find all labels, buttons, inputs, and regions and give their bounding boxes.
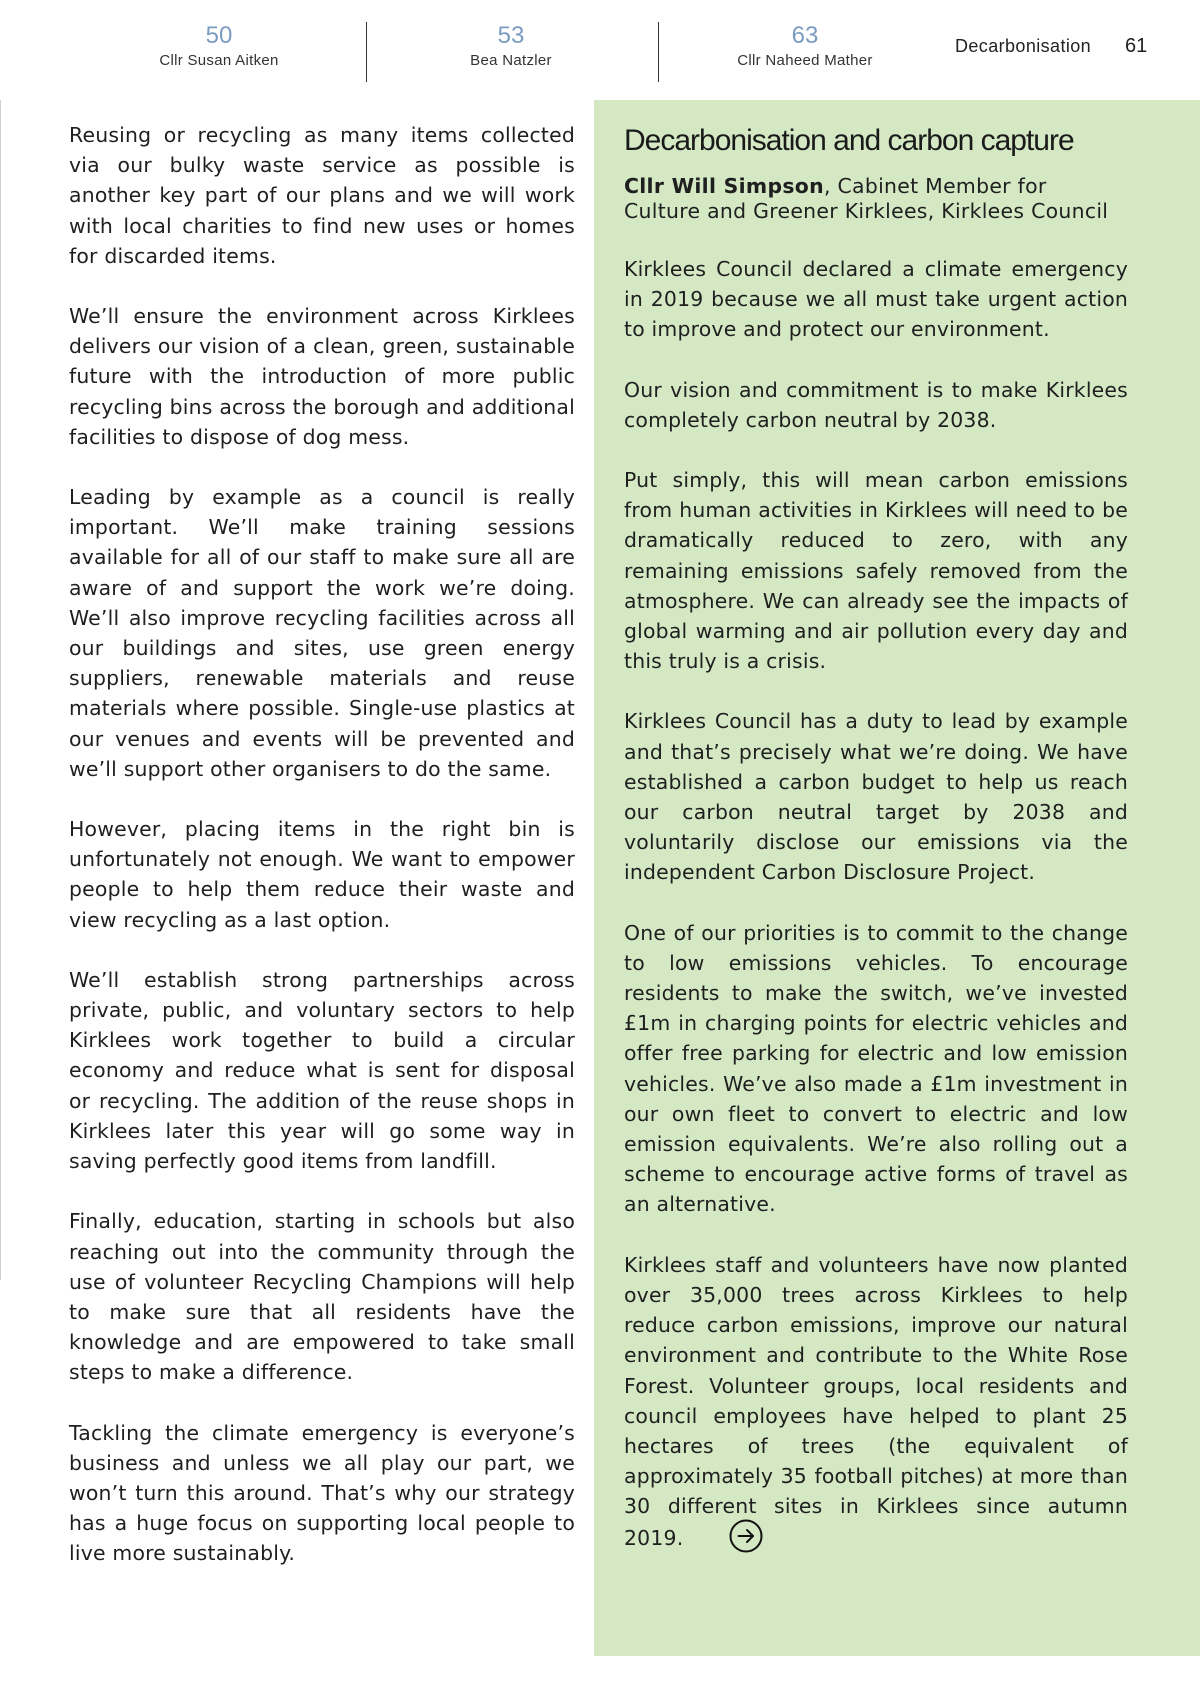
- panel-paragraph: Kirklees Council has a duty to lead by example and that’s precisely what we’re doing. We have established a carbon budget to help us reach our carbon neutral target by 2038 and voluntarily disclose our emissions via the independent Carbon Disclosure Project.: [624, 709, 1128, 885]
- author-name: Cllr Will Simpson: [624, 174, 824, 198]
- nav-person-name: Cllr Naheed Mather: [737, 52, 873, 69]
- nav-divider: [366, 22, 367, 82]
- body-paragraph: Leading by example as a council is really important. We’ll make training sessions available for all of our staff to make sure all are aware of and support the work we’re doing. We’ll also improve recycling facilities across all our buildings and sites, use green energy suppliers, renewable materials and reuse materials where possible. Single-use plastics at our venues and events will be prevented and we’ll support other organisers to do the same.: [69, 485, 575, 781]
- panel-content: [624, 120, 1128, 1586]
- left-column: [69, 120, 575, 1599]
- nav-link-bea-natzler[interactable]: [371, 22, 651, 69]
- page-number: 61: [1125, 35, 1148, 57]
- body-paragraph: We’ll ensure the environment across Kirklees delivers our vision of a clean, green, sustainable future with the introduction of more public recycling bins across the borough and additional facilities to dispose of dog mess.: [69, 304, 575, 449]
- body-paragraph: Tackling the climate emergency is everyone’s business and unless we all play our part, we won’t turn this around. That’s why our strategy has a huge focus on supporting local people to live more sustainably.: [69, 1420, 575, 1566]
- panel-title: Decarbonisation and carbon capture: [624, 124, 1074, 157]
- arrow-right-circle-icon[interactable]: [729, 1519, 763, 1553]
- author-role: , Cabinet Member for Culture and Greener Kirklees, Kirklees Council: [624, 174, 1109, 223]
- nav-person-name: Cllr Susan Aitken: [159, 52, 279, 69]
- page-edge-rule: [0, 100, 1, 1280]
- body-paragraph: Reusing or recycling as many items collected via our bulky waste service as possible is another key part of our plans and we will work with local charities to find new uses or homes for discarded items.: [69, 123, 575, 268]
- nav-link-susan-aitken[interactable]: [79, 22, 359, 69]
- panel-paragraph-text: Kirklees staff and volunteers have now planted over 35,000 trees across Kirklees to help reduce carbon emissions, improve our natural environment and contribute to the White Rose Forest. Volunteer groups, local residents and council employees have helped to plant 25 hectares of trees (the equivalent of approximately 35 football pitches) at more than 30 different sites in Kirklees since autumn 2019.: [624, 1252, 1128, 1550]
- body-paragraph: Finally, education, starting in schools but also reaching out into the community through the use of volunteer Recycling Champions will help to make sure that all residents have the knowledge and are empowered to take small steps to make a difference.: [69, 1209, 575, 1385]
- nav-divider: [658, 22, 659, 82]
- panel-paragraph: Kirklees Council declared a climate emergency in 2019 because we all must take urgent action to improve and protect our environment.: [624, 257, 1128, 342]
- panel-paragraph: One of our priorities is to commit to the change to low emissions vehicles. To encourage residents to make the switch, we’ve invested £1m in charging points for electric vehicles and offer free parking for electric and low emission vehicles. We’ve also made a £1m investment in our own fleet to convert to electric and low emission equivalents. We’re also rolling out a scheme to encourage active forms of travel as an alternative.: [624, 920, 1128, 1217]
- panel-last-paragraph: [624, 1250, 1128, 1556]
- nav-page-number: 53: [497, 22, 525, 49]
- section-title: Decarbonisation: [955, 36, 1092, 56]
- page-header: [0, 0, 1200, 100]
- panel-paragraph: Our vision and commitment is to make Kirklees completely carbon neutral by 2038.: [624, 377, 1128, 432]
- feature-panel: [594, 100, 1200, 1656]
- nav-page-number: 50: [205, 22, 233, 49]
- nav-page-number: 63: [791, 22, 819, 49]
- nav-person-name: Bea Natzler: [470, 52, 552, 69]
- body-paragraph: However, placing items in the right bin is unfortunately not enough. We want to empower people to help them reduce their waste and view recycling as a last option.: [69, 817, 575, 932]
- author-byline: [624, 174, 1128, 224]
- panel-paragraph: Put simply, this will mean carbon emissions from human activities in Kirklees will need to be dramatically reduced to zero, with any remaining emissions safely removed from the atmosphere. We can already see the impacts of global warming and air pollution every day and this truly is a crisis.: [624, 468, 1128, 674]
- nav-link-naheed-mather[interactable]: [665, 22, 945, 69]
- body-paragraph: We’ll establish strong partnerships across private, public, and voluntary sectors to help Kirklees work together to build a circular economy and reduce what is sent for disposal or recycling. The addition of the reuse shops in Kirklees later this year will go some way in saving perfectly good items from landfill.: [69, 967, 575, 1174]
